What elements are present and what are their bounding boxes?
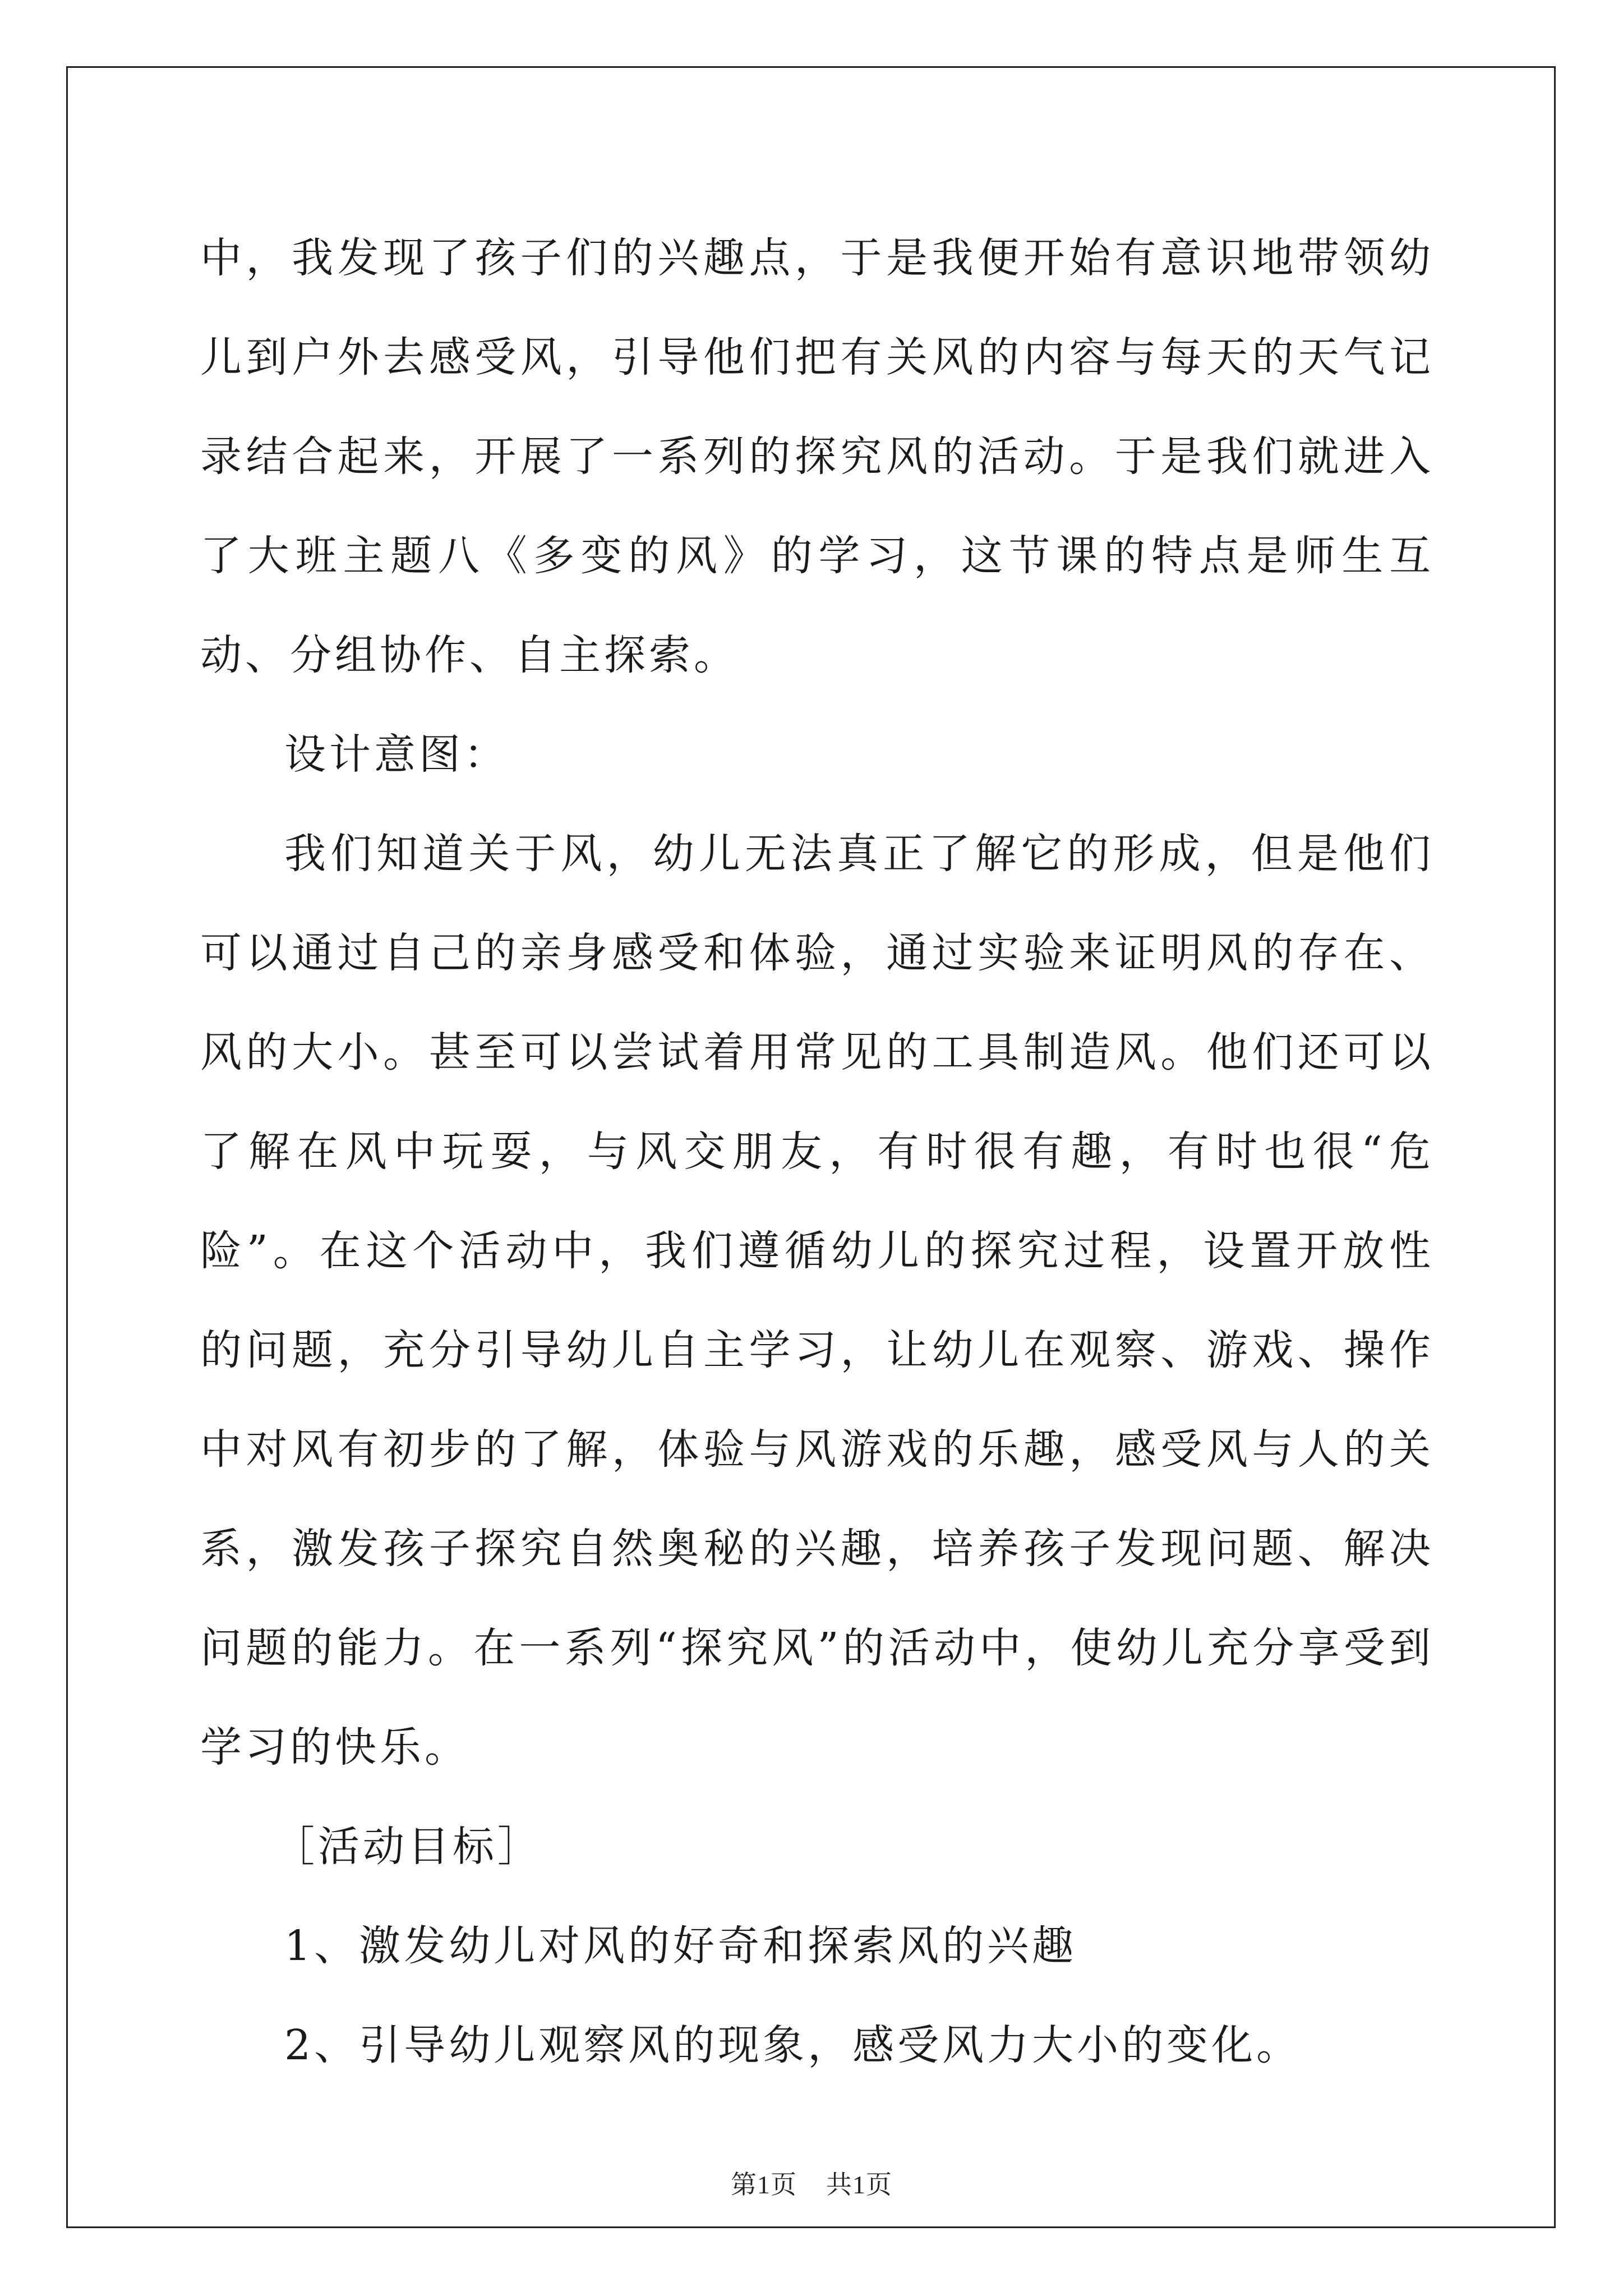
paragraph-design-intent: 我们知道关于风，幼儿无法真正了解它的形成，但是他们可以通过自己的亲身感受和体验，通过实验来证明风的存在、风的大小。甚至可以尝试着用常见的工具制造风。他们还可以了解在风中玩耍，与风交朋友，有时很有趣，有时也很“危险”。在这个活动中，我们遵循幼儿的探究过程，设置开放性的问题，充分引导幼儿自主学习，让幼儿在观察、游戏、操作中对风有初步的了解，体验与风游戏的乐趣，感受风与人的关系，激发孩子探究自然奥秘的兴趣，培养孩子发现问题、解决问题的能力。在一系列“探究风”的活动中，使幼儿充分享受到学习的快乐。 [200, 830, 1434, 1772]
page-footer [0, 2164, 1623, 2201]
goal-item-1: 1、激发幼儿对风的好奇和探索风的兴趣 [284, 1922, 1077, 1970]
paragraph-intro: 中，我发现了孩子们的兴趣点，于是我便开始有意识地带领幼儿到户外去感受风，引导他们把有关风的内容与每天的天气记录结合起来，开展了一系列的探究风的活动。于是我们就进入了大班主题八《多变的风》的学习，这节课的特点是师生互动、分组协作、自主探索。 [200, 234, 1434, 679]
page-number: 第1页 [731, 2170, 797, 2199]
design-intent-heading: 设计意图： [284, 730, 509, 779]
goal-item-2: 2、引导幼儿观察风的现象，感受风力大小的变化。 [284, 2021, 1302, 2069]
activity-goals-heading: ［活动目标］ [273, 1823, 542, 1871]
document-body [200, 209, 1434, 2095]
total-pages: 共1页 [826, 2170, 892, 2199]
